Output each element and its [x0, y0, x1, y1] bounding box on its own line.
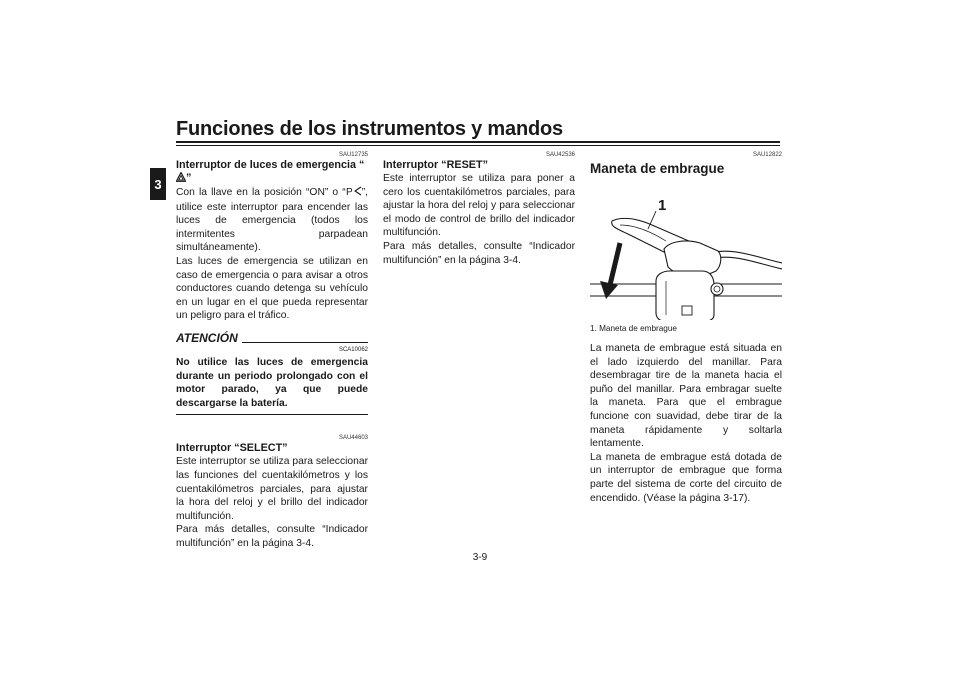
parking-icon — [346, 186, 362, 201]
figure-callout-1: 1 — [658, 197, 667, 214]
hazard-triangle-icon — [176, 172, 186, 186]
paragraph — [176, 186, 368, 255]
attention-text: No utilice las luces de emergencia durante un periodo prolongado con el motor parado, ya que puede descargarse la batería. — [176, 356, 368, 415]
paragraph: Este interruptor se utiliza para poner a cero los cuentakilómetros parciales, para ajustar la hora del reloj y para seleccionar el modo de control de brillo del indicador multifunción. — [383, 173, 575, 239]
title-rule-thin — [176, 145, 780, 146]
paragraph-text: Con la llave en la posición “ON” o “ — [176, 187, 346, 198]
column-2 — [383, 150, 575, 267]
attention-box — [176, 329, 368, 415]
paragraph: Las luces de emergencia se utilizan en caso de emergencia o para avisar a otros conductores cuando detenga su vehículo en un lugar en el que pueda representar un peligro para el tráfico. — [176, 255, 368, 322]
section-heading-reset: Interruptor “RESET” — [383, 159, 488, 171]
section-code: SAU12822 — [752, 152, 782, 158]
paragraph-text: ”, utilice este interruptor para encender las luces de emergencia (todos los intermitentes parpadean simultáneamente). — [176, 187, 368, 254]
paragraph: La maneta de embrague está dotada de un interruptor de embrague que forma parte del sistema de corte del circuito de encendido. (Véase la página 3-17). — [590, 451, 782, 504]
column-1 — [176, 150, 368, 550]
page-title: Funciones de los instrumentos y mandos — [176, 118, 563, 140]
attention-code: SCA10062 — [338, 346, 368, 353]
heading-text-end: ” — [186, 172, 192, 184]
paragraph: Este interruptor se utiliza para seleccionar las funciones del cuentakilómetros y los cuentakilómetros parciales, para ajustar la hora del reloj y el brillo del indicador multifunción. — [176, 456, 368, 522]
section-heading-hazard — [176, 159, 368, 186]
section-code: SAU44603 — [338, 435, 368, 442]
chapter-tab: 3 — [150, 168, 166, 200]
paragraph: Para más detalles, consulte “Indicador multifunción” en la página 3-4. — [383, 240, 575, 266]
heading-text: Interruptor de luces de emergencia “ — [176, 159, 365, 171]
clutch-lever-illustration — [590, 185, 782, 320]
page-number: 3-9 — [472, 552, 488, 563]
column-3 — [590, 150, 782, 505]
attention-rule — [242, 342, 368, 343]
section-heading-select: Interruptor “SELECT” — [176, 442, 288, 455]
paragraph: Para más detalles, consulte “Indicador multifunción” en la página 3-4. — [176, 524, 368, 549]
attention-label: ATENCIÓN — [176, 330, 238, 345]
title-rule — [176, 141, 780, 143]
clutch-lever-figure — [590, 185, 782, 320]
section-heading-clutch: Maneta de embrague — [590, 161, 725, 176]
section-code: SAU12735 — [338, 152, 368, 158]
section-code: SAU42536 — [545, 152, 575, 158]
svg-text:P: P — [345, 187, 353, 196]
figure-caption: 1. Maneta de embrague — [590, 324, 677, 333]
paragraph: La maneta de embrague está situada en el lado izquierdo del manillar. Para desembragar tire de la maneta hacia el puño del manillar. Para embragar suelte la maneta. Para que el embrague funcione con suavidad, debe tirar de la maneta rápidamente y soltarla lentamente. — [590, 343, 782, 450]
